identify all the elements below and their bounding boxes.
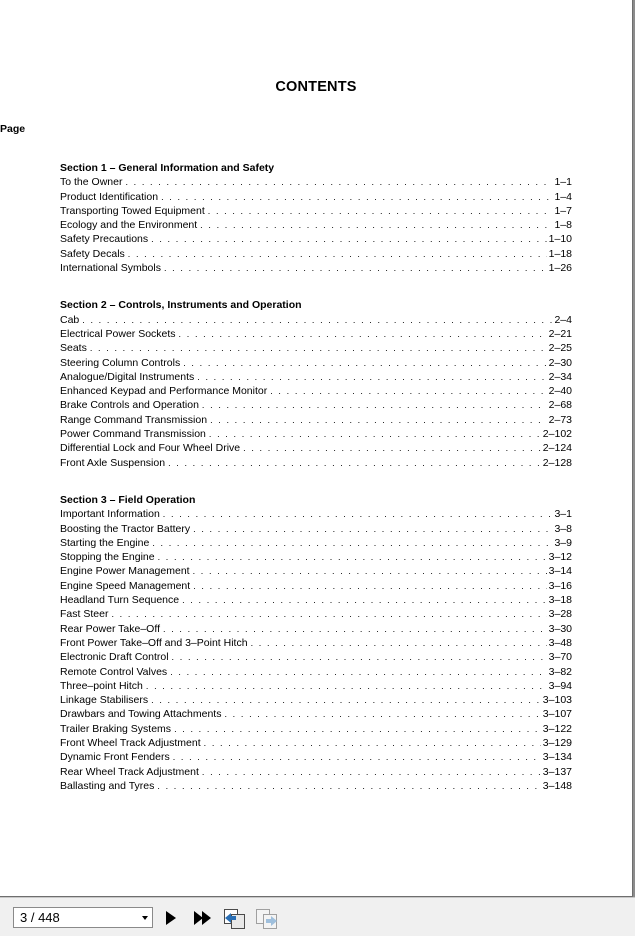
- toc-entry-page: 2–4: [554, 313, 572, 326]
- toc-entry-title: Engine Speed Management: [60, 579, 191, 592]
- dot-leader: [168, 456, 541, 470]
- toc-entry-page: 2–30: [548, 356, 572, 369]
- toc-entry-title: Remote Control Valves: [60, 665, 168, 678]
- chevron-down-icon[interactable]: [142, 916, 148, 920]
- dot-leader: [157, 779, 540, 793]
- toc-entry-page: 3–9: [554, 536, 572, 549]
- toc-entry-page: 3–94: [548, 679, 572, 692]
- last-page-button[interactable]: [192, 908, 214, 928]
- toc-entry-title: Transporting Towed Equipment: [60, 204, 205, 217]
- toc-entry-title: Fast Steer: [60, 608, 109, 621]
- toc-entry-page: 3–30: [548, 622, 572, 635]
- toc-entry-page: 3–8: [554, 522, 572, 535]
- toc-entry-page: 3–28: [548, 608, 572, 621]
- toc-entry[interactable]: [60, 370, 572, 384]
- toc-entry[interactable]: [60, 550, 572, 564]
- next-page-button[interactable]: [163, 908, 185, 928]
- toc-entry[interactable]: [60, 593, 572, 607]
- toc-entry-title: Power Command Transmission: [60, 428, 206, 441]
- toc-entry-title: Rear Wheel Track Adjustment: [60, 765, 199, 778]
- toc-entry-page: 1–8: [554, 219, 572, 232]
- toc-section: [60, 161, 572, 275]
- dot-leader: [163, 507, 553, 521]
- toc-entry[interactable]: [60, 398, 572, 412]
- toc-entry-title: International Symbols: [60, 262, 161, 275]
- dot-leader: [270, 384, 546, 398]
- toc-entry-title: Product Identification: [60, 190, 159, 203]
- toc-entry-title: Brake Controls and Operation: [60, 399, 199, 412]
- dot-leader: [209, 427, 541, 441]
- play-next-icon: [163, 908, 179, 928]
- toc-entry[interactable]: [60, 765, 572, 779]
- toc-entry-title: Dynamic Front Fenders: [60, 751, 170, 764]
- toc-entry-page: 2–128: [542, 456, 572, 469]
- dot-leader: [182, 593, 547, 607]
- toc-entry-title: Linkage Stabilisers: [60, 694, 149, 707]
- viewer-toolbar: [0, 897, 635, 936]
- dot-leader: [179, 327, 547, 341]
- toc-entry-title: Rear Power Take–Off: [60, 622, 160, 635]
- dot-leader: [146, 679, 547, 693]
- dot-leader: [193, 579, 546, 593]
- toc-entry-page: 3–129: [542, 736, 572, 749]
- dot-leader: [111, 607, 546, 621]
- dot-leader: [158, 550, 547, 564]
- toc-entry[interactable]: [60, 413, 572, 427]
- toc-entry[interactable]: [60, 341, 572, 355]
- dot-leader: [183, 356, 546, 370]
- dot-leader: [164, 261, 547, 275]
- page-title: CONTENTS: [275, 79, 357, 95]
- toc-entry-page: 3–12: [548, 551, 572, 564]
- toc-entry[interactable]: [60, 175, 572, 189]
- export-page-button[interactable]: [223, 908, 245, 928]
- table-of-contents: [60, 161, 572, 816]
- toc-entry-title: Boosting the Tractor Battery: [60, 522, 191, 535]
- toc-entry-page: 3–1: [554, 508, 572, 521]
- toc-entry-title: To the Owner: [60, 176, 123, 189]
- toc-entry-page: 3–103: [542, 694, 572, 707]
- dot-leader: [173, 750, 541, 764]
- toc-entry[interactable]: [60, 327, 572, 341]
- toc-entry[interactable]: [60, 313, 572, 327]
- toc-entry-page: 3–14: [548, 565, 572, 578]
- toc-entry[interactable]: [60, 779, 572, 793]
- toc-entry-title: Front Axle Suspension: [60, 456, 166, 469]
- toc-entry-page: 1–26: [548, 262, 572, 275]
- page-indicator: 3 / 448: [20, 910, 60, 925]
- dot-leader: [224, 707, 540, 721]
- dot-leader: [90, 341, 547, 355]
- toc-entry[interactable]: [60, 707, 572, 721]
- toc-entry-title: Starting the Engine: [60, 536, 150, 549]
- toc-entry-page: 2–34: [548, 370, 572, 383]
- toc-entry[interactable]: [60, 218, 572, 232]
- toc-entry-title: Seats: [60, 342, 87, 355]
- toc-entry-page: 1–4: [554, 190, 572, 203]
- dot-leader: [243, 441, 541, 455]
- toc-entry-page: 3–70: [548, 651, 572, 664]
- toc-entry[interactable]: [60, 693, 572, 707]
- toc-entry-page: 3–48: [548, 636, 572, 649]
- dot-leader: [151, 693, 541, 707]
- toc-entry-page: 3–137: [542, 765, 572, 778]
- skip-to-last-icon: [192, 908, 214, 928]
- toc-entry-page: 3–134: [542, 751, 572, 764]
- toc-entry-title: Analogue/Digital Instruments: [60, 370, 195, 383]
- toc-entry-title: Safety Decals: [60, 247, 125, 260]
- toc-entry-title: Front Wheel Track Adjustment: [60, 736, 201, 749]
- toc-entry[interactable]: [60, 679, 572, 693]
- toc-entry[interactable]: [60, 536, 572, 550]
- toc-entry[interactable]: [60, 522, 572, 536]
- toc-entry[interactable]: [60, 190, 572, 204]
- dot-leader: [197, 370, 546, 384]
- toc-entry-page: 2–25: [548, 342, 572, 355]
- column-header-page: Page: [0, 123, 633, 897]
- dot-leader: [200, 218, 552, 232]
- dot-leader: [82, 313, 552, 327]
- section-heading: Section 2 – Controls, Instruments and Operation: [60, 299, 302, 312]
- dot-leader: [172, 650, 547, 664]
- toc-entry-page: 2–124: [542, 442, 572, 455]
- toc-entry[interactable]: [60, 261, 572, 275]
- toc-entry[interactable]: [60, 232, 572, 246]
- dot-leader: [251, 636, 547, 650]
- dot-leader: [151, 232, 547, 246]
- toc-entry[interactable]: [60, 636, 572, 650]
- toc-entry-title: Safety Precautions: [60, 233, 149, 246]
- toc-entry-page: 3–148: [542, 779, 572, 792]
- toc-entry-page: 1–7: [554, 204, 572, 217]
- toc-entry-page: 2–68: [548, 399, 572, 412]
- toc-entry-title: Headland Turn Sequence: [60, 594, 180, 607]
- dot-leader: [128, 247, 547, 261]
- toc-entry[interactable]: [60, 204, 572, 218]
- toc-entry-page: 3–82: [548, 665, 572, 678]
- toc-entry-title: Electrical Power Sockets: [60, 327, 176, 340]
- toc-entry[interactable]: [60, 356, 572, 370]
- toc-entry[interactable]: [60, 622, 572, 636]
- dot-leader: [163, 622, 547, 636]
- section-heading: Section 1 – General Information and Safety: [60, 162, 275, 174]
- dot-leader: [152, 536, 552, 550]
- dot-leader: [208, 204, 553, 218]
- toc-entry-page: 1–10: [548, 233, 572, 246]
- dot-leader: [170, 665, 546, 679]
- toc-entry-title: Ballasting and Tyres: [60, 779, 155, 792]
- toc-entry-page: 3–107: [542, 708, 572, 721]
- toc-entry-page: 3–122: [542, 722, 572, 735]
- toc-section: [60, 493, 572, 793]
- dot-leader: [174, 722, 541, 736]
- toc-entry-title: Range Command Transmission: [60, 413, 208, 426]
- toc-entry-title: Cab: [60, 313, 80, 326]
- dot-leader: [202, 765, 541, 779]
- toc-entry-title: Three–point Hitch: [60, 679, 143, 692]
- toc-entry-page: 3–18: [548, 594, 572, 607]
- toc-entry[interactable]: [60, 665, 572, 679]
- toc-entry[interactable]: [60, 722, 572, 736]
- toc-entry-title: Differential Lock and Four Wheel Drive: [60, 442, 241, 455]
- toc-entry[interactable]: [60, 736, 572, 750]
- toc-entry-page: 2–21: [548, 327, 572, 340]
- toc-entry-title: Engine Power Management: [60, 565, 190, 578]
- toc-entry-page: 1–18: [548, 247, 572, 260]
- toc-entry[interactable]: [60, 384, 572, 398]
- toc-entry[interactable]: [60, 579, 572, 593]
- import-page-icon: [255, 908, 279, 930]
- toc-entry-title: Enhanced Keypad and Performance Monitor: [60, 385, 268, 398]
- page-number-select[interactable]: [13, 907, 153, 928]
- section-heading: Section 3 – Field Operation: [60, 493, 196, 506]
- toc-entry-page: 1–1: [554, 176, 572, 189]
- toc-entry-title: Steering Column Controls: [60, 356, 181, 369]
- toc-entry[interactable]: [60, 507, 572, 521]
- dot-leader: [161, 190, 552, 204]
- export-page-icon: [223, 908, 247, 930]
- dot-leader: [193, 522, 552, 536]
- toc-entry[interactable]: [60, 441, 572, 455]
- toc-entry-title: Trailer Braking Systems: [60, 722, 172, 735]
- toc-entry-page: 2–102: [542, 428, 572, 441]
- toc-entry-title: Stopping the Engine: [60, 551, 155, 564]
- toc-entry-page: 2–40: [548, 385, 572, 398]
- dot-leader: [125, 175, 552, 189]
- toc-section: [60, 298, 572, 470]
- toc-entry-title: Important Information: [60, 508, 160, 521]
- dot-leader: [193, 564, 547, 578]
- toc-entry[interactable]: [60, 750, 572, 764]
- toc-entry-title: Electronic Draft Control: [60, 651, 169, 664]
- toc-entry[interactable]: [60, 564, 572, 578]
- toc-entry[interactable]: [60, 456, 572, 470]
- toc-entry-title: Drawbars and Towing Attachments: [60, 708, 222, 721]
- toc-entry[interactable]: [60, 427, 572, 441]
- import-page-button[interactable]: [255, 908, 277, 928]
- toc-entry[interactable]: [60, 247, 572, 261]
- toc-entry-page: 2–73: [548, 413, 572, 426]
- toc-entry-page: 3–16: [548, 579, 572, 592]
- dot-leader: [210, 413, 547, 427]
- toc-entry-title: Ecology and the Environment: [60, 219, 198, 232]
- dot-leader: [204, 736, 541, 750]
- toc-entry-title: Front Power Take–Off and 3–Point Hitch: [60, 636, 248, 649]
- toc-entry[interactable]: [60, 650, 572, 664]
- dot-leader: [202, 398, 547, 412]
- toc-entry[interactable]: [60, 607, 572, 621]
